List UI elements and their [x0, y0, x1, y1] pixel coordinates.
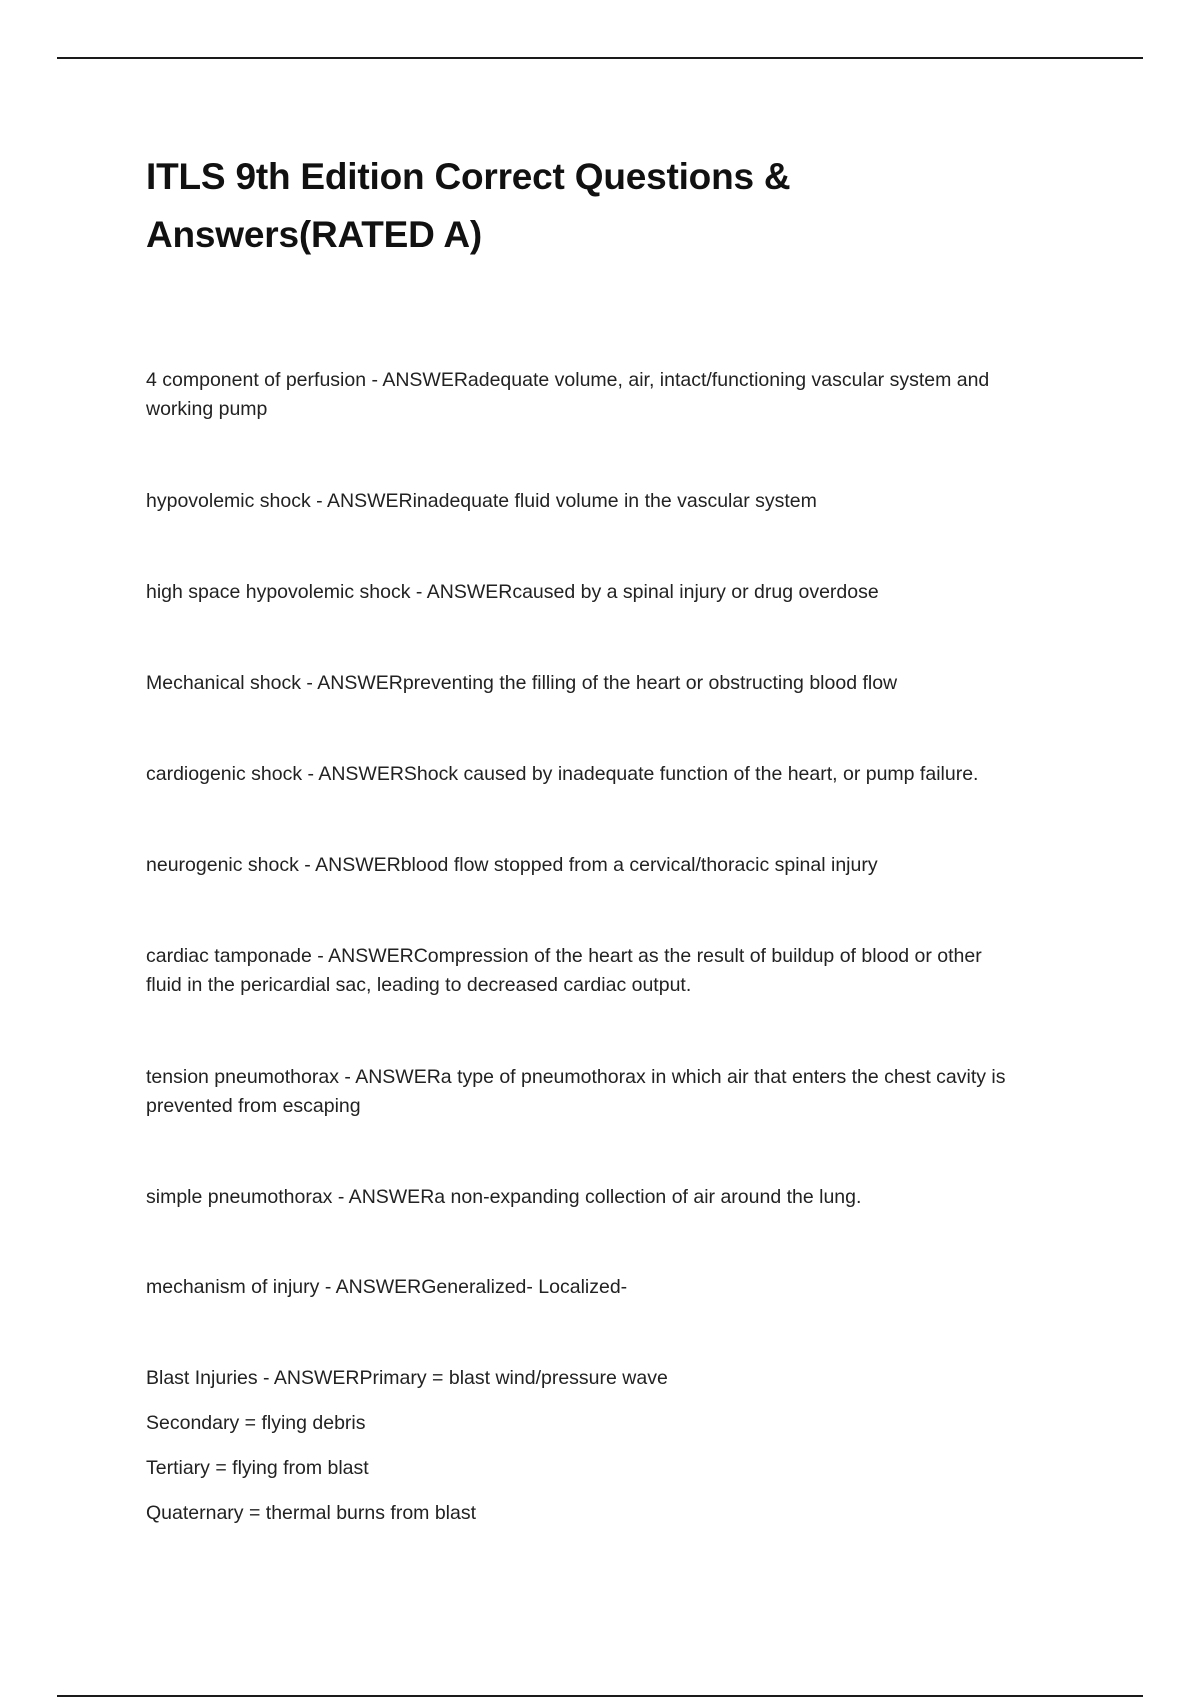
qa-line: hypovolemic shock - ANSWERinadequate fluid volume in the vascular system [146, 490, 817, 512]
qa-line: mechanism of injury - ANSWERGeneralized- Localized- [146, 1276, 628, 1298]
qa-entry-mechanism-of-injury [146, 1273, 1066, 1302]
qa-line: Secondary = flying debris [146, 1412, 366, 1434]
qa-entry-neurogenic-shock [146, 851, 1066, 880]
qa-line: tension pneumothorax - ANSWERa type of pneumothorax in which air that enters the chest cavity is [146, 1066, 1006, 1088]
qa-entry-simple-pneumothorax [146, 1183, 1066, 1212]
qa-line: cardiogenic shock - ANSWERShock caused by inadequate function of the heart, or pump failure. [146, 763, 979, 785]
document-title: ITLS 9th Edition Correct Questions & Answers(RATED A) [146, 156, 791, 255]
qa-line: cardiac tamponade - ANSWERCompression of the heart as the result of buildup of blood or other [146, 945, 982, 967]
qa-line: neurogenic shock - ANSWERblood flow stopped from a cervical/thoracic spinal injury [146, 854, 878, 876]
qa-line: high space hypovolemic shock - ANSWERcaused by a spinal injury or drug overdose [146, 581, 879, 603]
qa-line: working pump [146, 398, 268, 420]
qa-entry-cardiac-tamponade [146, 942, 1066, 1000]
qa-entry-perfusion [146, 366, 1066, 424]
qa-line: Tertiary = flying from blast [146, 1457, 369, 1479]
qa-entry-hypovolemic-shock [146, 487, 1066, 516]
qa-line: Mechanical shock - ANSWERpreventing the filling of the heart or obstructing blood flow [146, 672, 898, 694]
qa-entry-cardiogenic-shock [146, 760, 1066, 789]
bottom-rule [57, 1695, 1143, 1697]
qa-entry-tension-pneumothorax [146, 1063, 1066, 1121]
qa-line: prevented from escaping [146, 1095, 361, 1117]
qa-line: Blast Injuries - ANSWERPrimary = blast wind/pressure wave [146, 1367, 668, 1389]
top-rule [57, 57, 1143, 59]
qa-line: Quaternary = thermal burns from blast [146, 1502, 477, 1524]
qa-entry-high-space-shock [146, 578, 1066, 607]
qa-line: fluid in the pericardial sac, leading to decreased cardiac output. [146, 974, 692, 996]
qa-entry-mechanical-shock [146, 669, 1066, 698]
qa-line: simple pneumothorax - ANSWERa non-expanding collection of air around the lung. [146, 1186, 862, 1208]
qa-entry-blast-injuries [146, 1364, 1066, 1544]
qa-line: 4 component of perfusion - ANSWERadequate volume, air, intact/functioning vascular system and [146, 369, 990, 391]
